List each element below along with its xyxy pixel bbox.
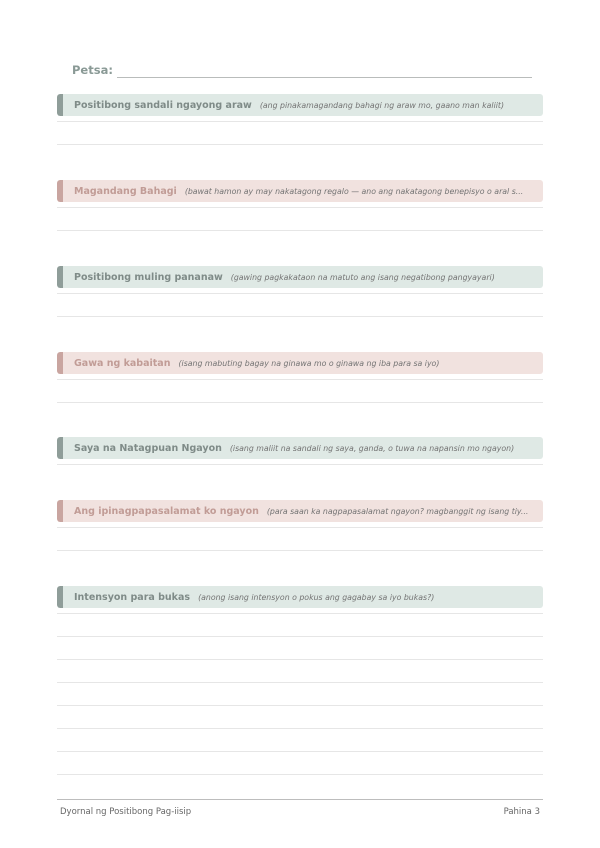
date-row (72, 62, 532, 80)
section-title: Ang ipinagpapasalamat ko ngayon (74, 505, 259, 517)
section-header (57, 352, 543, 374)
footer-page-number: Pahina 3 (503, 807, 540, 817)
section-title: Magandang Bahagi (74, 185, 177, 197)
footer-journal-title: Dyornal ng Positibong Pag-iisip (60, 807, 192, 817)
section-title: Intensyon para bukas (74, 591, 191, 603)
accent-bar (57, 500, 63, 522)
section-hint: (anong isang intensyon o pokus ang gagabay sa iyo bukas?) (198, 592, 435, 602)
accent-bar (57, 180, 63, 202)
writing-lines[interactable] (57, 608, 543, 775)
section-title: Positibong sandali ngayong araw (74, 99, 252, 111)
accent-bar (57, 437, 63, 459)
accent-bar (57, 94, 63, 116)
writing-lines[interactable] (57, 116, 543, 145)
section-hint: (para saan ka nagpapasalamat ngayon? magbanggit ng isang tiy... (266, 506, 529, 516)
section-kindness (57, 352, 543, 403)
section-positive-moment (57, 94, 543, 145)
section-title: Gawa ng kabaitan (74, 357, 171, 369)
date-input-line[interactable] (117, 77, 532, 78)
section-hint: (bawat hamon ay may nakatagong regalo — ano ang nakatagong benepisyo o aral s... (184, 186, 524, 196)
section-title: Saya na Natagpuan Ngayon (74, 442, 222, 454)
writing-lines[interactable] (57, 202, 543, 231)
section-header (57, 500, 543, 522)
writing-lines[interactable] (57, 522, 543, 551)
section-title: Positibong muling pananaw (74, 271, 223, 283)
section-hint: (ang pinakamagandang bahagi ng araw mo, gaano man kaliit) (259, 100, 504, 110)
section-gratitude (57, 500, 543, 551)
section-hint: (isang maliit na sandali ng saya, ganda, o tuwa na napansin mo ngayon) (229, 443, 515, 453)
section-header (57, 180, 543, 202)
section-header (57, 266, 543, 288)
section-header (57, 437, 543, 459)
section-hint: (isang mabuting bagay na ginawa mo o ginawa ng iba para sa iyo) (178, 358, 440, 368)
section-header (57, 94, 543, 116)
date-label: Petsa: (72, 63, 113, 77)
writing-lines[interactable] (57, 374, 543, 403)
section-header (57, 586, 543, 608)
footer-divider (57, 799, 543, 800)
accent-bar (57, 266, 63, 288)
writing-lines[interactable] (57, 288, 543, 317)
section-joy (57, 437, 543, 465)
section-hint: (gawing pagkakataon na matuto ang isang negatibong pangyayari) (230, 272, 495, 282)
section-reframe (57, 266, 543, 317)
accent-bar (57, 586, 63, 608)
section-good-part (57, 180, 543, 231)
accent-bar (57, 352, 63, 374)
writing-lines[interactable] (57, 459, 543, 465)
section-intention (57, 586, 543, 775)
